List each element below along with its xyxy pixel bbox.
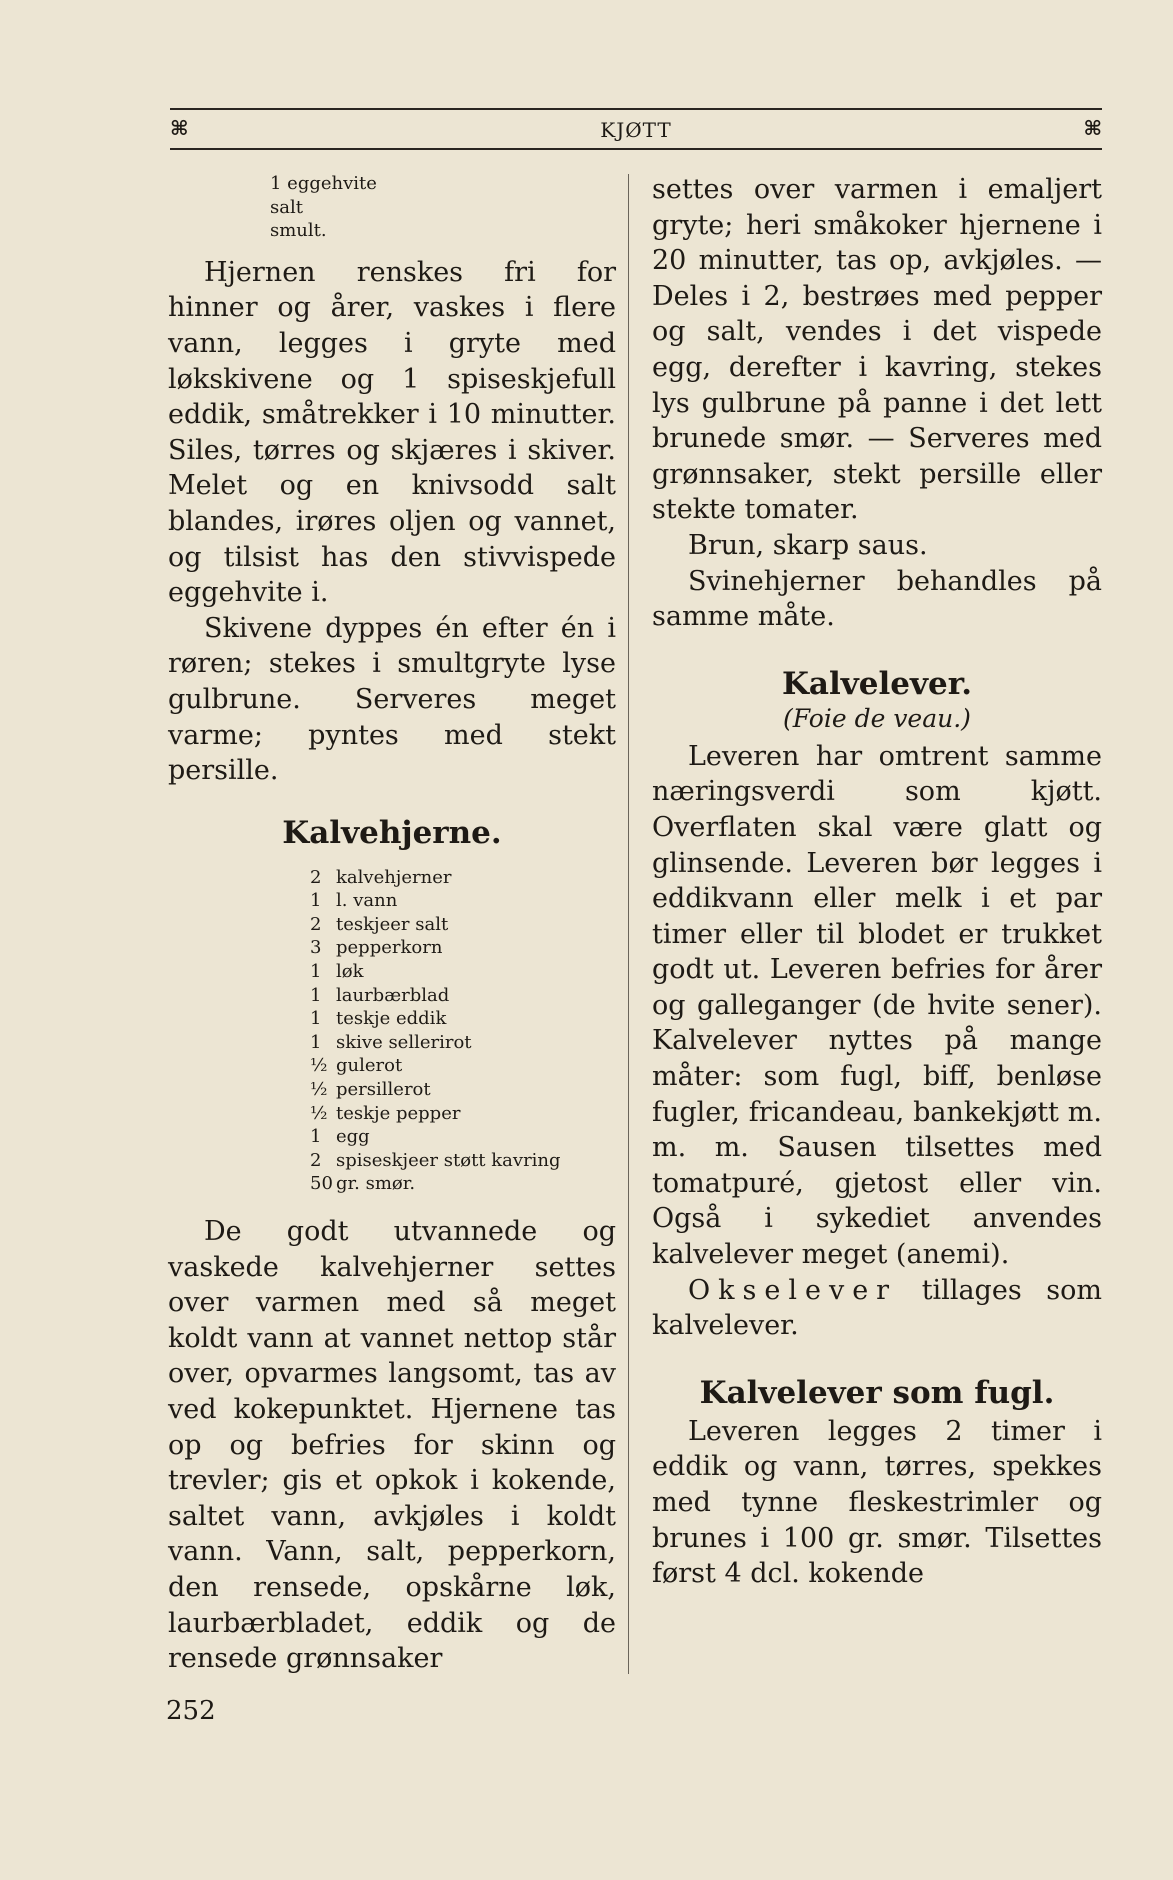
- ingredient-qty: 2: [310, 1149, 322, 1171]
- ingredient-row: [310, 1007, 616, 1031]
- ingredient-qty: 2: [310, 866, 322, 888]
- ingredient-line: smult.: [270, 220, 327, 242]
- ingredient-row: [310, 1054, 616, 1078]
- ingredient-text: teskje eddik: [336, 1008, 447, 1030]
- paragraph: settes over varmen i emaljert gryte; heri småkoker hjernene i 20 minutter, tas op, avkjøles. — Deles i 2, bestrøes med pepper og salt, vendes i det vispede egg, derefter i kavring, stekes lys gulbrune på panne i det lett brunede smør. — Serveres med grønnsaker, stekt persille eller stekte tomater.: [652, 174, 1102, 526]
- paragraph: Skivene dyppes én efter én i røren; stekes i smultgryte lyse gulbrune. Serveres meget varme; pyntes med stekt persille.: [168, 612, 616, 787]
- section-title-kalvelever-som-fugl: Kalvelever som fugl.: [699, 1374, 1055, 1411]
- ingredient-qty: ½: [310, 1055, 328, 1077]
- left-column: [168, 172, 616, 1677]
- header-title: KJØTT: [600, 118, 672, 142]
- paragraph: De godt utvannede og vaskede kalvehjerner settes over varmen med så meget koldt vann at vannet nettop står over, opvarmes langsomt, tas av ved kokepunktet. Hjernene tas op og befries for skinn og trevler; gis et opkok i kokende, saltet vann, avkjøles i koldt vann. Vann, salt, pepperkorn, den rensede, opskårne løk, laurbærbladet, eddik og de rensede grønnsaker: [168, 1216, 616, 1675]
- paragraph-rest: tillages som kalvelever.: [652, 1274, 1102, 1342]
- ingredient-row: [310, 1031, 616, 1055]
- ingredient-line: 1 eggehvite: [270, 173, 377, 194]
- paragraph: Svinehjerner behandles på samme måte.: [652, 565, 1102, 633]
- ingredient-row: [310, 1125, 616, 1149]
- ingredient-text: skive sellerirot: [336, 1031, 472, 1053]
- ingredient-text: teskjeer salt: [336, 913, 449, 935]
- ingredient-text: laurbærblad: [336, 984, 450, 1006]
- paragraph: Brun, skarp saus.: [688, 529, 928, 561]
- spaced-term: Okselever: [688, 1274, 898, 1306]
- ingredient-qty: 1: [310, 984, 322, 1006]
- ingredient-text: l. vann: [336, 890, 398, 912]
- ingredient-list: [310, 866, 616, 1196]
- ingredient-row: [310, 1078, 616, 1102]
- ingredient-row: [310, 866, 616, 890]
- paragraph: Leveren har omtrent samme næringsverdi som kjøtt. Overflaten skal være glatt og glinsende. Leveren bør legges i eddikvann eller melk i et par timer eller til blodet er trukket godt ut. Leveren befries for årer og galleganger (de hvite sener). Kalvelever nyttes på mange måter: som fugl, biff, benløse fugler, fricandeau, bankekjøtt m. m. m. Sausen tilsettes med tomatpuré, gjetost eller vin. Også i sykediet anvendes kalvelever meget (anemi).: [652, 740, 1102, 1271]
- column-divider: [628, 174, 629, 1674]
- ingredient-qty: 1: [310, 1031, 322, 1053]
- paragraph: [652, 1273, 1102, 1344]
- ingredient-text: spiseskjeer støtt kavring: [336, 1149, 561, 1171]
- ingredient-row: [310, 913, 616, 937]
- header-rule-top: [170, 108, 1102, 110]
- page-number: 252: [166, 1696, 216, 1726]
- ornament-left-icon: ⌘: [170, 116, 189, 140]
- paragraph: Leveren legges 2 timer i eddik og vann, tørres, spekkes med tynne fleskestrimler og brunes i 100 gr. smør. Tilsettes først 4 dcl. kokende: [652, 1415, 1102, 1590]
- ingredient-qty: 1: [310, 961, 322, 983]
- section-subtitle: (Foie de veau.): [783, 703, 971, 733]
- ingredient-qty: 1: [310, 1008, 322, 1030]
- ingredient-text: persillerot: [336, 1079, 431, 1101]
- ingredient-qty: 3: [310, 937, 322, 959]
- paragraph: Hjernen renskes fri for hinner og årer, vaskes i flere vann, legges i gryte med løkskivene og 1 spiseskjefull eddik, småtrekker i 10 minutter. Siles, tørres og skjæres i skiver. Melet og en knivsodd salt blandes, irøres oljen og vannet, og tilsist has den stivvispede eggehvite i.: [168, 256, 616, 609]
- ingredient-text: kalvehjerner: [336, 866, 452, 888]
- ingredient-text: løk: [336, 961, 364, 983]
- ingredient-row: [310, 1172, 616, 1196]
- ingredient-row: [310, 936, 616, 960]
- ingredient-qty: 1: [310, 890, 322, 912]
- ingredient-qty: 50: [310, 1173, 333, 1195]
- ingredient-text: egg: [336, 1126, 370, 1148]
- header-rule-bottom: [170, 148, 1102, 150]
- ingredient-row: [310, 1102, 616, 1126]
- running-head: [170, 108, 1102, 152]
- ingredient-line: salt: [270, 196, 303, 218]
- ingredient-qty: 1: [310, 1126, 322, 1148]
- top-ingredient-list: [270, 172, 616, 243]
- ingredient-row: [310, 984, 616, 1008]
- section-title-kalvelever: Kalvelever.: [781, 665, 973, 702]
- section-title-kalvehjerne: Kalvehjerne.: [282, 814, 502, 851]
- ingredient-text: gulerot: [336, 1055, 403, 1077]
- ingredient-row: [310, 1149, 616, 1173]
- ingredient-text: pepperkorn: [336, 937, 443, 959]
- ingredient-text: gr. smør.: [336, 1173, 416, 1195]
- ingredient-qty: ½: [310, 1079, 328, 1101]
- ingredient-text: teskje pepper: [336, 1102, 461, 1124]
- ornament-right-icon: ⌘: [1083, 116, 1102, 140]
- ingredient-row: [310, 889, 616, 913]
- ingredient-qty: 2: [310, 913, 322, 935]
- ingredient-row: [310, 960, 616, 984]
- right-column: [652, 172, 1102, 1592]
- ingredient-qty: ½: [310, 1102, 328, 1124]
